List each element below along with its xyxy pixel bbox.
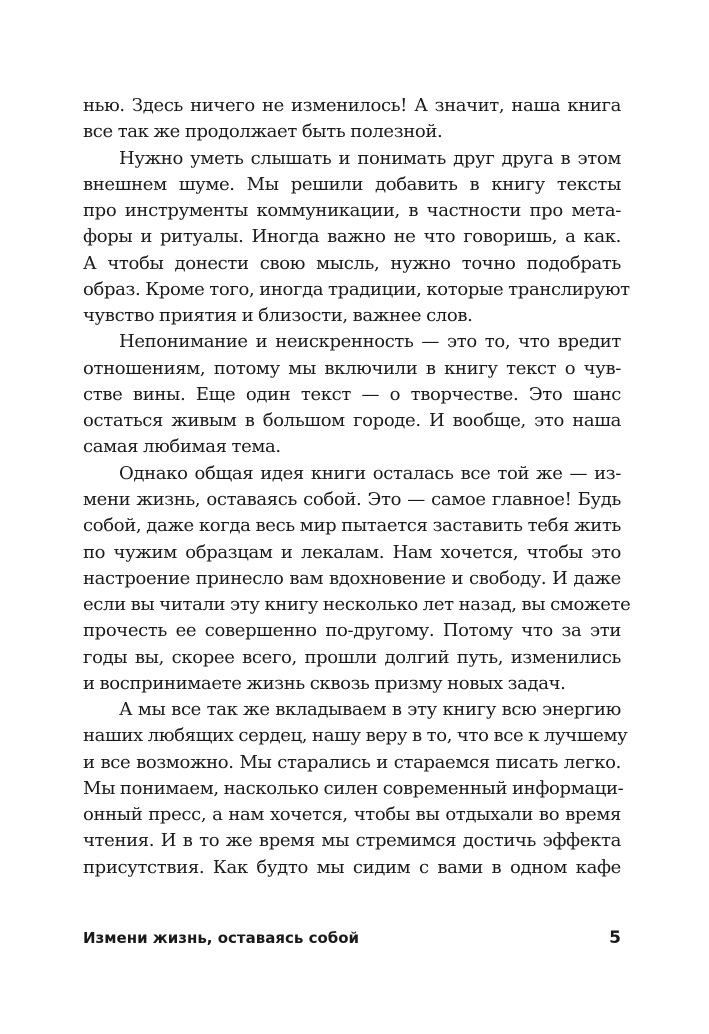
text-line: про инструменты коммуникации, в частности про мета- [83,200,621,222]
text-line: отношениям, потому мы включили в книгу текст о чув- [83,357,621,379]
text-line: стве вины. Еще один текст — о творчестве. Это шанс [83,383,621,405]
text-line: собой, даже когда весь мир пытается заставить тебя жить [83,515,621,537]
text-line: и воспринимаете жизнь сквозь призму новых задач. [83,672,566,694]
page-number: 5 [609,928,621,948]
text-line: Нужно уметь слышать и понимать друг друга в этом [119,147,621,169]
page-footer [83,928,621,948]
text-line: чтения. И в то же время мы стремимся достичь эффекта [83,830,621,852]
text-line: присутствия. Как будто мы сидим с вами в одном кафе [83,856,621,878]
body-text [83,93,631,881]
text-line: по чужим образцам и лекалам. Нам хочется, чтобы это [83,541,621,563]
text-line: настроение принесло вам вдохновение и свободу. И даже [83,567,621,589]
running-title: Измени жизнь, оставаясь собой [83,929,360,947]
text-line: форы и ритуалы. Иногда важно не что говоришь, а как. [83,226,621,248]
text-line: все так же продолжает быть полезной. [83,121,443,143]
text-line: самая любимая тема. [83,436,281,458]
text-line: Непонимание и неискренность — это то, что вредит [119,331,621,353]
text-line: А чтобы донести свою мысль, нужно точно подобрать [83,252,621,274]
text-line: А мы все так же вкладываем в эту книгу всю энергию [119,699,621,721]
text-line: наших любящих сердец, нашу веру в то, что все к лучшему [83,725,628,747]
text-line: внешнем шуме. Мы решили добавить в книгу тексты [83,173,621,195]
text-line: если вы читали эту книгу несколько лет назад, вы сможете [83,594,631,616]
text-line: годы вы, скорее всего, прошли долгий путь, изменились [83,646,621,668]
text-line: Мы понимаем, насколько силен современный информаци- [83,777,624,799]
text-line: образ. Кроме того, иногда традиции, которые транслируют [83,278,630,300]
text-line: онный пресс, а нам хочется, чтобы вы отдыхали во время [83,804,621,826]
text-line: чувство приятия и близости, важнее слов. [83,305,473,327]
text-line: нью. Здесь ничего не изменилось! А значит, наша книга [83,95,621,116]
text-line: и все возможно. Мы старались и стараемся писать легко. [83,751,621,773]
text-line: Однако общая идея книги осталась все той же — из- [119,462,621,484]
text-line: мени жизнь, оставаясь собой. Это — самое главное! Будь [83,488,621,510]
text-line: прочесть ее совершенно по-другому. Потому что за эти [83,620,621,642]
text-line: остаться живым в большом городе. И вообще, это наша [83,410,621,432]
